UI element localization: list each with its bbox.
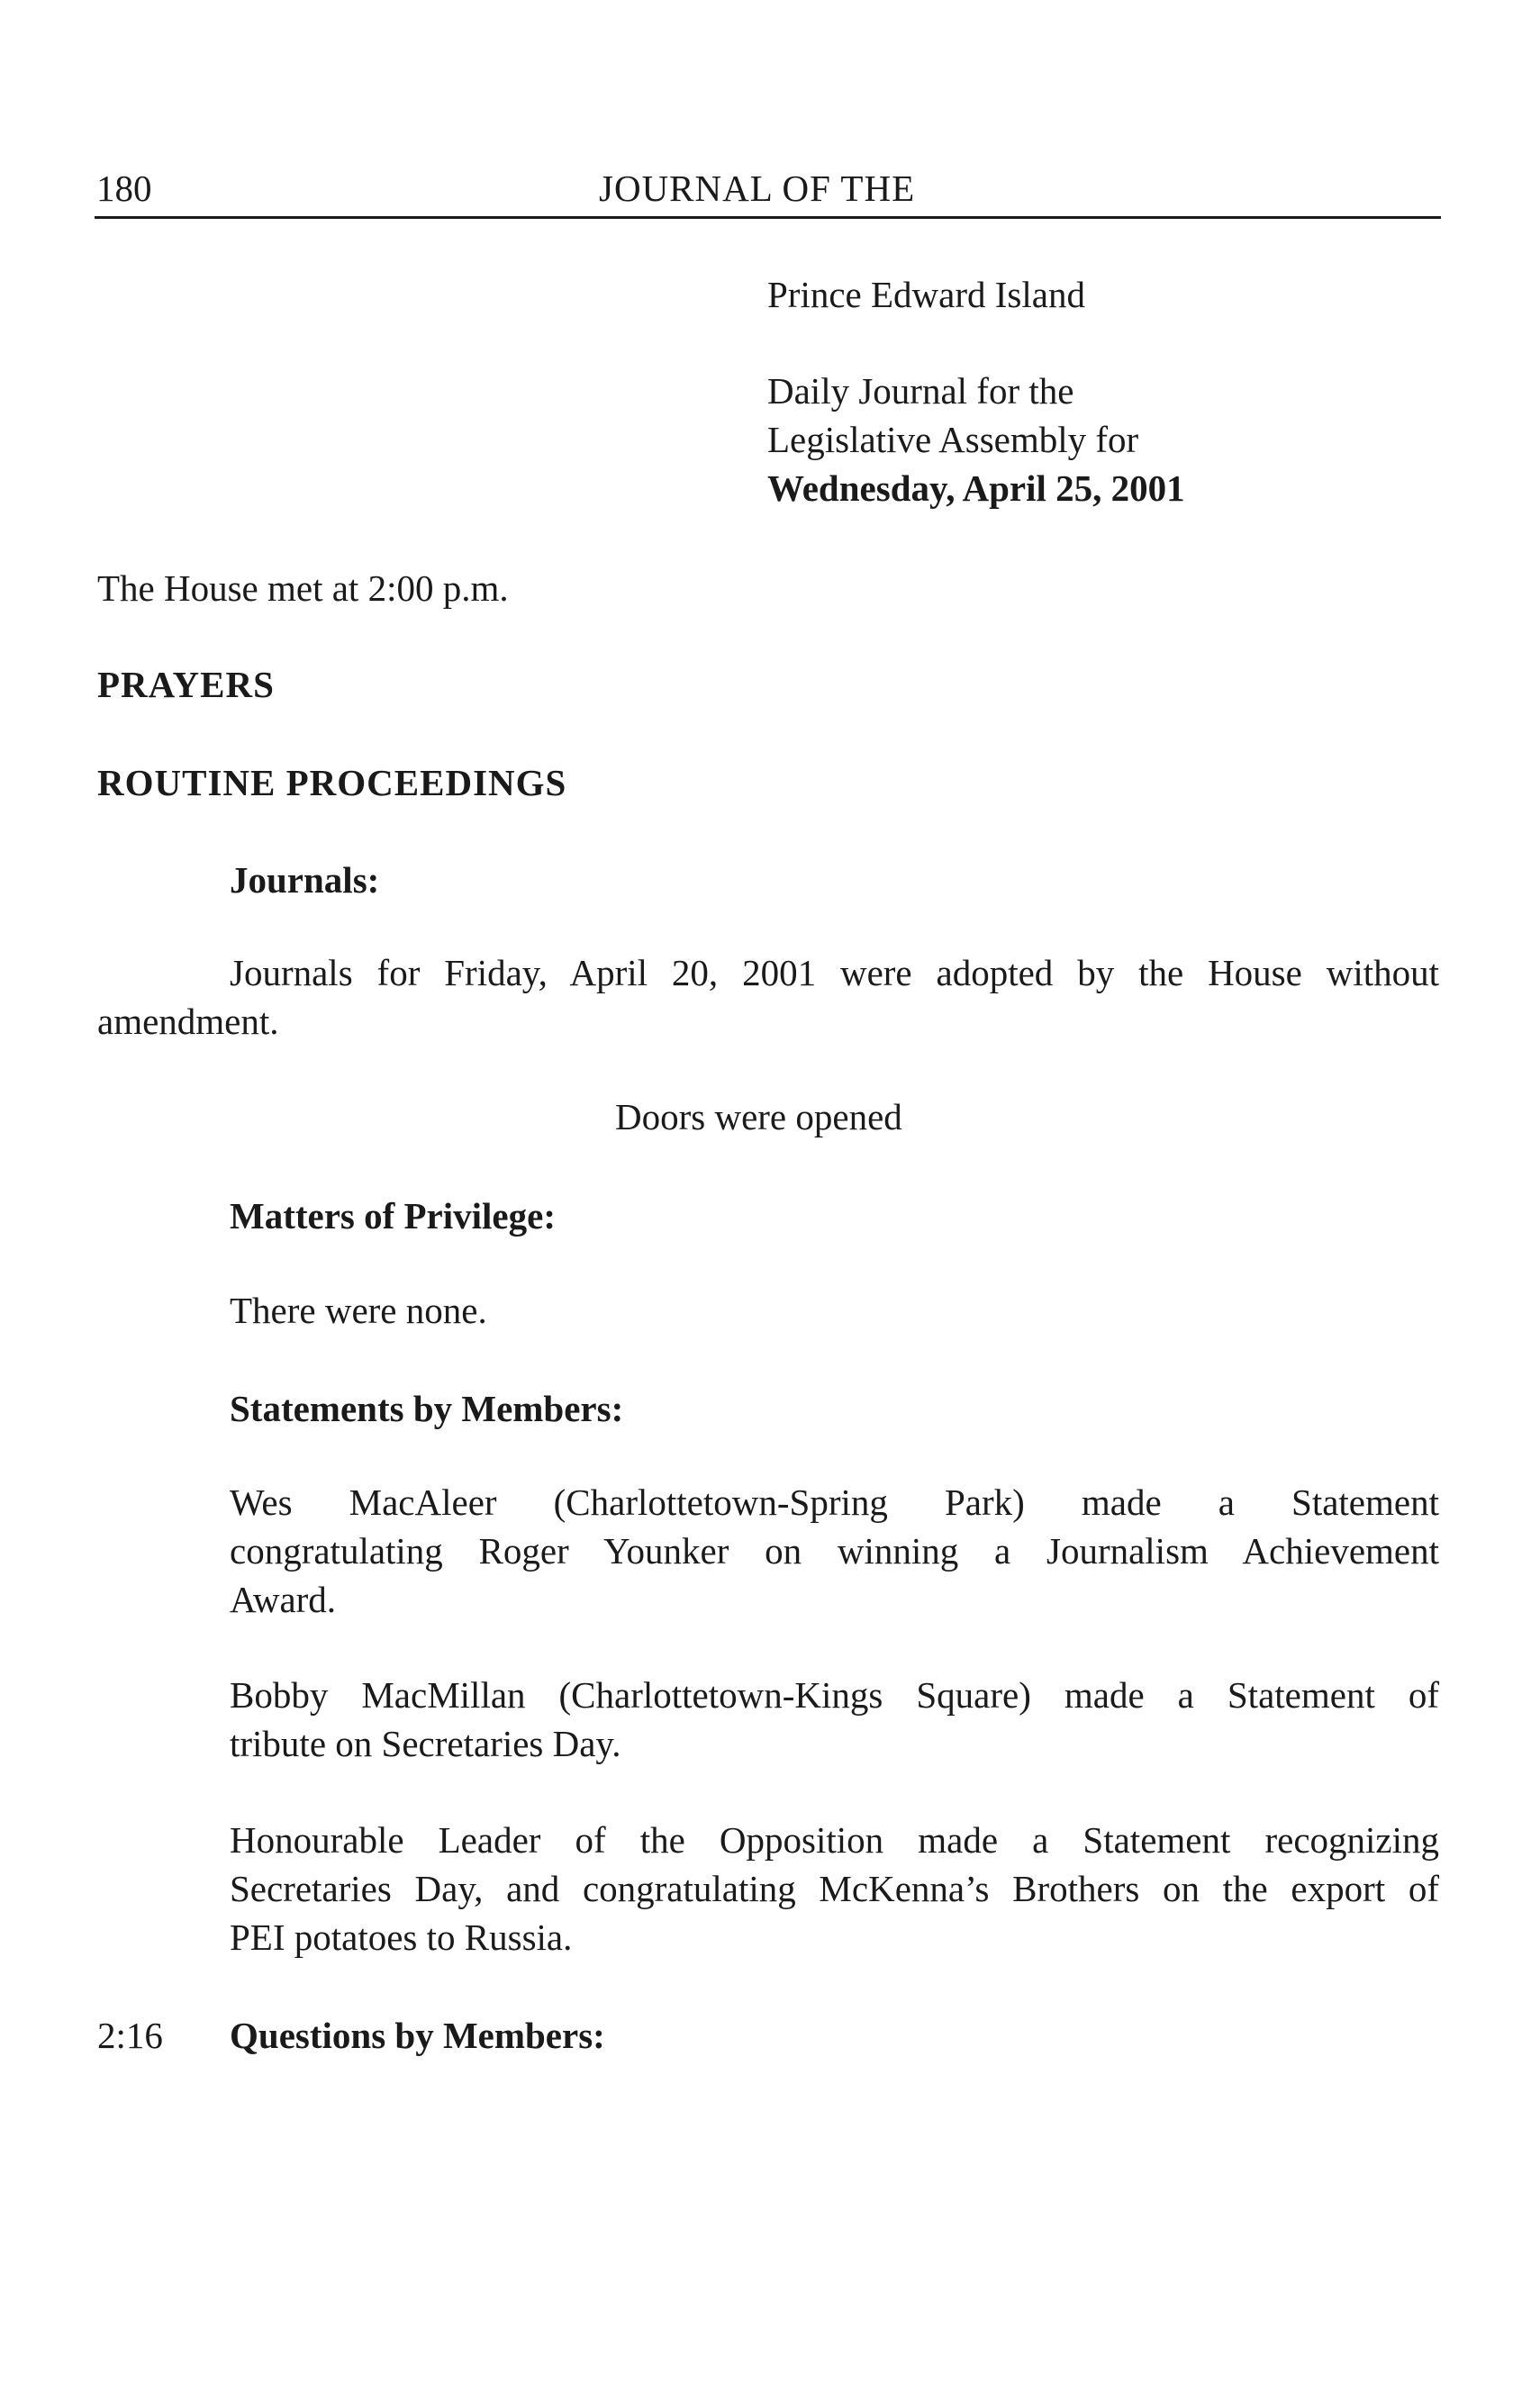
questions-time: 2:16 — [97, 2015, 163, 2056]
privilege-text: There were none. — [230, 1290, 487, 1331]
statement-line: Award. — [230, 1579, 337, 1620]
statement-line: Wes MacAleer (Charlottetown-Spring Park) made a Statement — [230, 1481, 1439, 1523]
journals-heading: Journals: — [230, 859, 380, 901]
statement-line: Bobby MacMillan (Charlottetown-Kings Square) made a Statement of — [230, 1674, 1439, 1716]
statement-line: Honourable Leader of the Opposition made a Statement recognizing — [230, 1819, 1439, 1861]
header-rule — [95, 216, 1441, 219]
statement-line: tribute on Secretaries Day. — [230, 1723, 621, 1764]
privilege-heading: Matters of Privilege: — [230, 1195, 556, 1237]
journal-title-line2: Legislative Assembly for — [767, 419, 1139, 460]
statement-paragraph — [230, 1671, 1439, 1768]
routine-proceedings-heading: ROUTINE PROCEEDINGS — [97, 762, 567, 803]
running-head: JOURNAL OF THE — [599, 168, 916, 209]
journal-title-block — [767, 367, 1185, 512]
statement-line: congratulating Roger Younker on winning a Journalism Achievement — [230, 1530, 1439, 1572]
statement-line: Secretaries Day, and congratulating McKenna’s Brothers on the export of — [230, 1868, 1439, 1909]
prayers-heading: PRAYERS — [97, 664, 275, 705]
statement-line: PEI potatoes to Russia. — [230, 1916, 573, 1958]
house-met-text: The House met at 2:00 p.m. — [97, 567, 509, 609]
statement-paragraph — [230, 1816, 1439, 1962]
page-number: 180 — [96, 168, 152, 209]
journals-paragraph: Journals for Friday, April 20, 2001 were adopted by the House without amendment. — [97, 952, 1439, 1042]
journal-date: Wednesday, April 25, 2001 — [767, 467, 1185, 509]
statement-paragraph — [230, 1478, 1439, 1624]
questions-heading: Questions by Members: — [230, 2015, 605, 2056]
doors-opened-text: Doors were opened — [615, 1096, 902, 1137]
journal-title-line1: Daily Journal for the — [767, 370, 1074, 412]
statements-heading: Statements by Members: — [230, 1388, 624, 1429]
region-name: Prince Edward Island — [767, 274, 1085, 315]
